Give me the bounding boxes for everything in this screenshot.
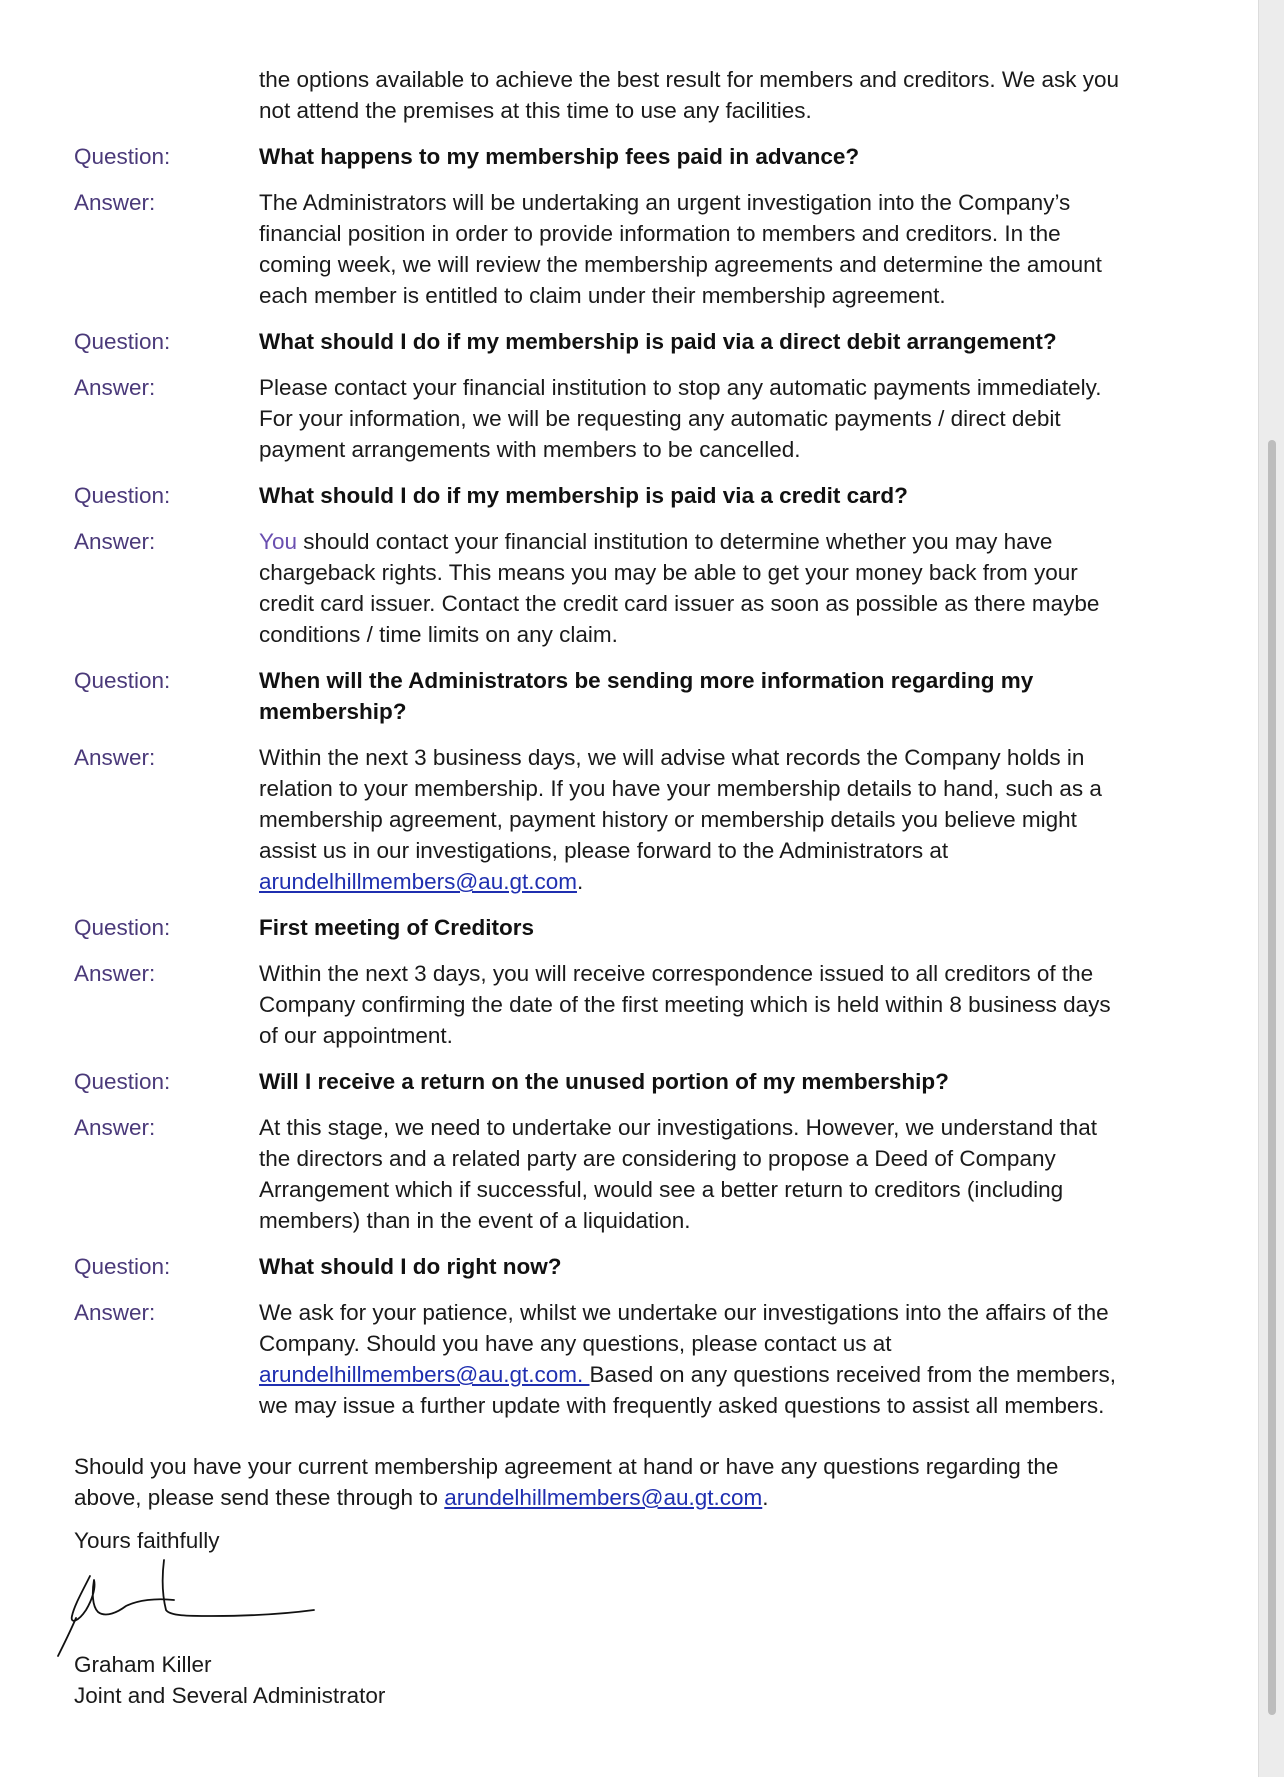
question-row xyxy=(74,912,1154,943)
answer-body: Within the next 3 business days, we will advise what records the Company holds in relation to your membership. If you have your membership details to hand, such as a membership agreement, payment history or membership details you believe might assist us in our investigations, please forward to the Administrators at xyxy=(259,745,1102,863)
question-row xyxy=(74,1066,1154,1097)
question-label: Question: xyxy=(74,483,171,508)
answer-text: At this stage, we need to undertake our investigations. However, we understand that the directors and a related party are considering to propose a Deed of Company Arrangement which if successful, would see a better return to creditors (including members) than in the event of a liquidation. xyxy=(259,1115,1098,1233)
signature-icon xyxy=(52,1558,352,1658)
answer-text xyxy=(259,1297,1154,1421)
letter-body xyxy=(74,64,1154,1711)
question-row xyxy=(74,141,1154,172)
question-label: Question: xyxy=(74,144,171,169)
answer-label: Answer: xyxy=(74,190,156,215)
signer-title: Joint and Several Administrator xyxy=(74,1683,386,1708)
answer-text: Within the next 3 days, you will receive correspondence issued to all creditors of the Company confirming the date of the first meeting which is held within 8 business days of our appointment. xyxy=(259,961,1111,1048)
question-text: What should I do if my membership is paid via a credit card? xyxy=(259,483,908,508)
answer-body: should contact your financial institution to determine whether you may have chargeback rights. This means you may be able to get your money back from your credit card issuer. Contact the credit card issuer as soon as possible as there maybe conditions / time limits on any claim. xyxy=(259,529,1100,647)
question-text: What should I do right now? xyxy=(259,1254,562,1279)
answer-text: The Administrators will be undertaking an urgent investigation into the Company’s financial position in order to provide information to members and creditors. In the coming week, we will review the membership agreements and determine the amount each member is entitled to claim under their membership agreement. xyxy=(259,190,1102,308)
answer-label: Answer: xyxy=(74,745,156,770)
answer-label: Answer: xyxy=(74,961,156,986)
answer-row xyxy=(74,526,1154,650)
question-label: Question: xyxy=(74,1254,171,1279)
answer-text xyxy=(259,526,1154,650)
email-link[interactable]: arundelhillmembers@au.gt.com. xyxy=(259,1362,590,1387)
email-link[interactable]: arundelhillmembers@au.gt.com xyxy=(259,869,577,894)
answer-label: Answer: xyxy=(74,529,156,554)
answer-row xyxy=(74,187,1154,311)
intro-paragraph: the options available to achieve the best result for members and creditors. We ask you not attend the premises at this time to use any facilities. xyxy=(259,67,1120,123)
question-label: Question: xyxy=(74,668,171,693)
closing-paragraph xyxy=(74,1451,1154,1513)
closing-text: Should you have your current membership agreement at hand or have any questions regarding the above, please send these through to xyxy=(74,1454,1059,1510)
scrollbar-track[interactable] xyxy=(1258,0,1284,1777)
question-text: Will I receive a return on the unused portion of my membership? xyxy=(259,1069,949,1094)
question-text: First meeting of Creditors xyxy=(259,915,535,940)
question-text: When will the Administrators be sending more information regarding my membership? xyxy=(259,668,1034,724)
answer-body: We ask for your patience, whilst we undertake our investigations into the affairs of the Company. Should you have any questions, please contact us at xyxy=(259,1300,1109,1356)
question-row xyxy=(74,1251,1154,1282)
question-label: Question: xyxy=(74,329,171,354)
answer-row xyxy=(74,1297,1154,1421)
answer-text: Please contact your financial institution to stop any automatic payments immediately. For your information, we will be requesting any automatic payments / direct debit payment arrangements with members to be cancelled. xyxy=(259,375,1102,462)
question-label: Question: xyxy=(74,915,171,940)
question-row xyxy=(74,665,1154,727)
answer-text xyxy=(259,742,1154,897)
question-row xyxy=(74,480,1154,511)
answer-row xyxy=(74,1112,1154,1236)
question-text: What should I do if my membership is paid via a direct debit arrangement? xyxy=(259,329,1057,354)
signer-name: Graham Killer xyxy=(74,1652,212,1677)
signoff: Yours faithfully xyxy=(74,1528,220,1553)
answer-row xyxy=(74,958,1154,1051)
handwritten-signature xyxy=(74,1558,374,1653)
answer-label: Answer: xyxy=(74,1300,156,1325)
answer-row xyxy=(74,742,1154,897)
closing-tail: . xyxy=(762,1485,769,1510)
answer-lead-word: You xyxy=(259,529,297,554)
answer-label: Answer: xyxy=(74,375,156,400)
answer-tail: . xyxy=(576,869,584,894)
answer-row xyxy=(74,372,1154,465)
question-text: What happens to my membership fees paid in advance? xyxy=(259,144,860,169)
question-label: Question: xyxy=(74,1069,171,1094)
answer-tail: Based on any questions received from the members, we may issue a further update with frequently asked questions to assist all members. xyxy=(259,1362,1117,1418)
scrollbar-thumb[interactable] xyxy=(1268,440,1276,1715)
question-row xyxy=(74,326,1154,357)
answer-label: Answer: xyxy=(74,1115,156,1140)
email-link[interactable]: arundelhillmembers@au.gt.com xyxy=(444,1485,763,1510)
